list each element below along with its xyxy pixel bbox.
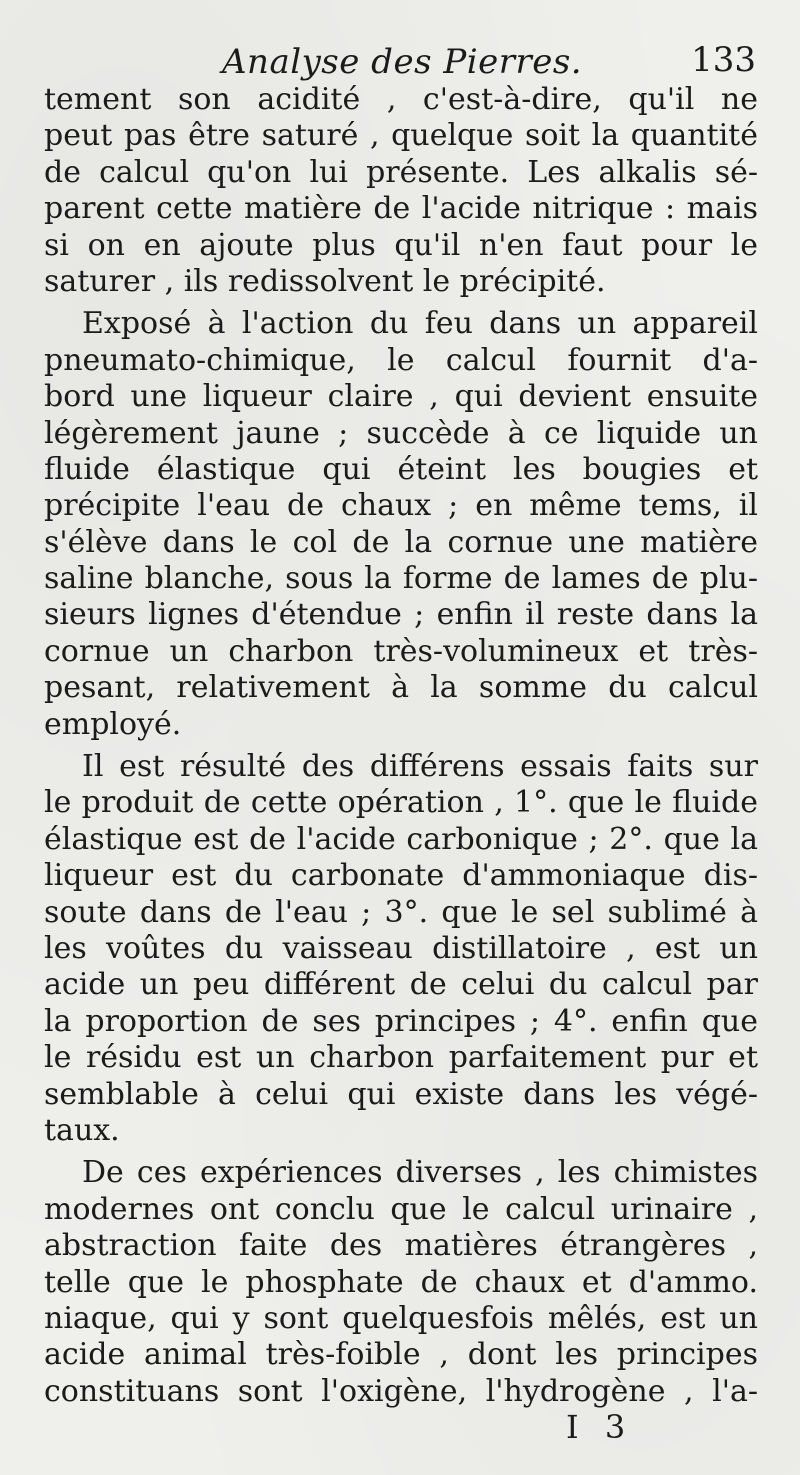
text-line: si on en ajoute plus qu'il n'en faut pour le bbox=[44, 227, 758, 263]
paragraph bbox=[44, 306, 758, 743]
text-line: taux. bbox=[44, 1112, 120, 1148]
text-line: niaque, qui y sont quelquesfois mêlés, est un bbox=[44, 1300, 758, 1336]
text-line: constituans sont l'oxigène, l'hydrogène , l'a- bbox=[44, 1373, 758, 1409]
text-line: précipite l'eau de chaux ; en même tems, il bbox=[44, 488, 758, 524]
text-line: liqueur est du carbonate d'ammoniaque dis- bbox=[44, 858, 758, 894]
text-line: s'élève dans le col de la cornue une matière bbox=[44, 524, 758, 560]
text-line: pneumato-chimique, le calcul fournit d'a- bbox=[44, 342, 758, 378]
text-line: pesant, relativement à la somme du calcul bbox=[44, 670, 758, 706]
paragraph bbox=[44, 749, 758, 1149]
text-line: le résidu est un charbon parfaitement pur et bbox=[44, 1040, 758, 1076]
text-line: saturer , ils redissolvent le précipité. bbox=[44, 263, 606, 299]
text-line: Il est résulté des différens essais faits sur bbox=[82, 749, 758, 785]
text-line: bord une liqueur claire , qui devient ensuite bbox=[44, 379, 758, 415]
paragraph bbox=[44, 82, 758, 300]
text-line: soute dans de l'eau ; 3°. que le sel sublimé à bbox=[44, 894, 758, 930]
text-line: abstraction faite des matières étrangères , bbox=[44, 1228, 758, 1264]
text-line: la proportion de ses principes ; 4°. enfin que bbox=[44, 1003, 758, 1039]
text-line: acide un peu différent de celui du calcul par bbox=[44, 967, 758, 1003]
text-line: élastique est de l'acide carbonique ; 2°. que la bbox=[44, 821, 758, 857]
text-line: De ces expériences diverses , les chimistes bbox=[82, 1155, 758, 1191]
text-line: légèrement jaune ; succède à ce liquide un bbox=[44, 415, 758, 451]
text-line: semblable à celui qui existe dans les végé- bbox=[44, 1076, 758, 1112]
text-line: acide animal très-foible , dont les principes bbox=[44, 1337, 758, 1373]
text-line: tement son acidité , c'est-à-dire, qu'il ne bbox=[44, 82, 758, 117]
text-line: fluide élastique qui éteint les bougies et bbox=[44, 451, 758, 487]
text-line: saline blanche, sous la forme de lames de plu- bbox=[44, 561, 758, 597]
running-title: Analyse des Pierres. bbox=[222, 42, 583, 82]
text-line: sieurs lignes d'étendue ; enfin il reste dans la bbox=[44, 597, 758, 633]
signature-mark: I 3 bbox=[566, 1408, 634, 1446]
page-number: 133 bbox=[691, 40, 756, 80]
text-line: de calcul qu'on lui présente. Les alkalis sé- bbox=[44, 154, 758, 190]
text-line: Exposé à l'action du feu dans un appareil bbox=[82, 306, 758, 342]
text-line: le produit de cette opération , 1°. que le fluide bbox=[44, 785, 758, 821]
text-line: cornue un charbon très-volumineux et très- bbox=[44, 633, 758, 669]
page-header bbox=[0, 38, 800, 84]
text-line: les voûtes du vaisseau distillatoire , est un bbox=[44, 930, 758, 966]
text-line: modernes ont conclu que le calcul urinaire , bbox=[44, 1191, 758, 1227]
paragraph bbox=[44, 1155, 758, 1410]
text-line: peut pas être saturé , quelque soit la quantité bbox=[44, 118, 758, 154]
text-line: employé. bbox=[44, 706, 182, 742]
text-line: telle que le phosphate de chaux et d'ammo. bbox=[44, 1264, 758, 1300]
text-line: parent cette matière de l'acide nitrique : mais bbox=[44, 191, 758, 227]
body-text bbox=[44, 82, 758, 1410]
